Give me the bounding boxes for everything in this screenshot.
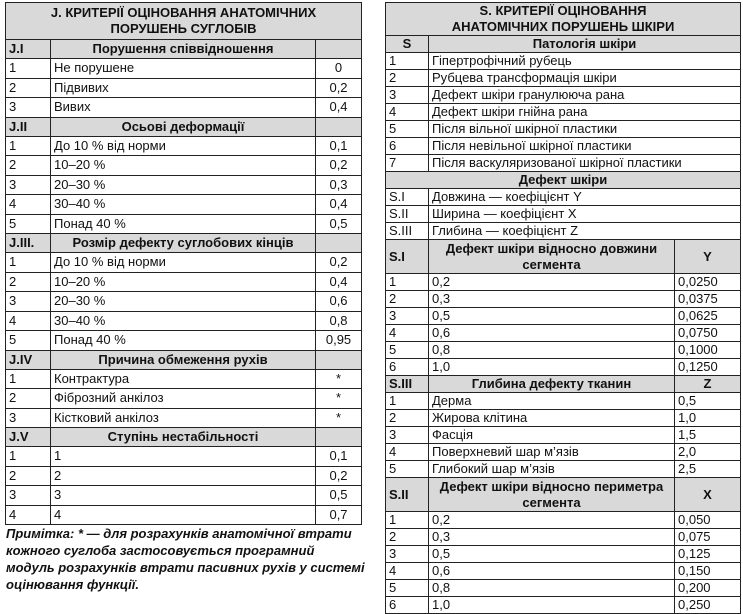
section-value-header [316,117,362,136]
row-number: 3 [6,486,51,506]
table-title: S. КРИТЕРІЇ ОЦІНОВАННЯ АНАТОМІЧНИХ ПОРУШЕНЬ ШКІРИ [386,3,741,36]
row-label: Гіпертрофічний рубець [429,53,741,70]
section-label: Дефект шкіри відносно периметра сегмента [429,478,675,512]
row-label: До 10 % від норми [51,136,316,156]
row-label: Фіброзний анкілоз [51,389,316,409]
row-number: 3 [6,292,51,312]
row-value: 0,125 [675,546,741,563]
row-number: 1 [6,447,51,467]
table-row [386,512,741,529]
row-number: 2 [6,78,51,98]
table-row [6,292,362,312]
table-row [386,546,741,563]
section-code: S.I [386,240,429,274]
row-label: Після невільної шкірної пластики [429,138,741,155]
table-row [386,461,741,478]
row-number: 1 [386,512,429,529]
row-label: Жирова клітина [429,410,675,427]
row-value: 2,5 [675,461,741,478]
row-label: 0,6 [429,563,675,580]
table-row [386,444,741,461]
section-label: Патологія шкіри [429,36,741,53]
section-value-header [316,350,362,369]
table-row [6,408,362,428]
row-label: 20–30 % [51,292,316,312]
row-number: 6 [386,359,429,376]
row-label: 0,6 [429,325,675,342]
table-row [386,104,741,121]
table-row [386,70,741,87]
section-header-row [6,40,362,59]
section-header-row [386,240,741,274]
row-number: 4 [386,325,429,342]
row-number: 2 [6,156,51,176]
row-label: Ширина — коефіцієнт X [429,206,741,223]
row-label: 0,3 [429,529,675,546]
table-row [6,505,362,525]
row-number: 4 [386,444,429,461]
table-row [386,393,741,410]
table-row [6,331,362,351]
table-row [386,308,741,325]
section-code: S.II [386,478,429,512]
row-number: 5 [386,342,429,359]
row-value: 0,150 [675,563,741,580]
table-row [386,155,741,172]
row-code: S.III [386,223,429,240]
row-label: Дефект шкіри гранулююча рана [429,87,741,104]
table-row [6,369,362,389]
row-number: 2 [386,410,429,427]
section-code: J.II [6,117,51,136]
row-label: 10–20 % [51,156,316,176]
row-number: 1 [386,393,429,410]
row-label: Не порушене [51,59,316,79]
row-number: 1 [386,53,429,70]
row-value: 2,0 [675,444,741,461]
row-number: 5 [6,214,51,234]
row-value: 0,2 [316,78,362,98]
row-label: Глибокий шар м’язів [429,461,675,478]
section-header-row [386,478,741,512]
table-row [386,121,741,138]
section-code: J.III. [6,234,51,253]
row-number: 4 [6,311,51,331]
joint-criteria-table [5,2,362,525]
row-label: Рубцева трансформація шкіри [429,70,741,87]
row-label: Після васкуляризованої шкірної пластики [429,155,741,172]
table-row [386,529,741,546]
row-value: 0,1250 [675,359,741,376]
section-value-header [316,428,362,447]
row-number: 5 [6,331,51,351]
row-value: 0,6 [316,292,362,312]
row-number: 3 [6,408,51,428]
row-label: 3 [51,486,316,506]
section-header-row [386,36,741,53]
section-value-header [316,234,362,253]
table-row [386,53,741,70]
row-value: 0,3 [316,175,362,195]
skin-criteria-table [385,2,741,614]
row-label: 1,0 [429,597,675,614]
section-label: Глибина дефекту тканин [429,376,675,393]
section-label: Осьові деформації [51,117,316,136]
row-value: 0,1 [316,136,362,156]
row-value: 0,0375 [675,291,741,308]
section-header-row [6,117,362,136]
row-number: 4 [6,505,51,525]
row-value: 0,0250 [675,274,741,291]
row-label: Дефект шкіри гнійна рана [429,104,741,121]
section-label: Причина обмеження рухів [51,350,316,369]
row-value: 0,200 [675,580,741,597]
row-label: 0,2 [429,274,675,291]
row-label: Контрактура [51,369,316,389]
table-row [386,223,741,240]
row-label: Дерма [429,393,675,410]
row-value: * [316,408,362,428]
section-value-header: Z [675,376,741,393]
table-row [6,272,362,292]
row-label: 4 [51,505,316,525]
table-row [386,325,741,342]
row-number: 7 [386,155,429,172]
section-header-row [386,172,741,189]
row-value: 0,8 [316,311,362,331]
row-number: 2 [386,70,429,87]
row-value: 0,250 [675,597,741,614]
section-value-header [316,40,362,59]
row-number: 5 [386,461,429,478]
section-header-row [6,234,362,253]
table-row [6,59,362,79]
row-label: 0,5 [429,546,675,563]
row-value: 0,7 [316,505,362,525]
row-number: 3 [386,308,429,325]
row-number: 2 [386,291,429,308]
row-value: 0,0750 [675,325,741,342]
row-label: Поверхневий шар м’язів [429,444,675,461]
row-value: 0,050 [675,512,741,529]
row-label: 0,8 [429,342,675,359]
table-row [6,466,362,486]
row-value: 0,1 [316,447,362,467]
row-number: 4 [386,104,429,121]
table-title-row [386,3,741,36]
row-number: 1 [6,253,51,273]
table-row [6,253,362,273]
row-label: Понад 40 % [51,331,316,351]
row-label: 0,2 [429,512,675,529]
row-number: 1 [6,136,51,156]
table-row [6,78,362,98]
row-code: S.II [386,206,429,223]
row-number: 6 [386,138,429,155]
row-number: 5 [386,580,429,597]
section-value-header: Y [675,240,741,274]
table-row [386,580,741,597]
row-number: 2 [386,529,429,546]
section-label: Дефект шкіри [386,172,741,189]
row-label: 1 [51,447,316,467]
section-header-row [6,350,362,369]
footnote: Примітка: * — для розрахунків анатомічної втрати кожного суглоба застосовується програмний модуль розрахунків втрати пасивних рухів у системі оцінювання функції. [6,526,365,592]
row-number: 3 [6,98,51,118]
table-row [386,359,741,376]
row-value: 0,5 [316,214,362,234]
row-label: Підвивих [51,78,316,98]
table-row [386,427,741,444]
row-label: Після вільної шкірної пластики [429,121,741,138]
row-label: 0,5 [429,308,675,325]
section-value-header: X [675,478,741,512]
table-title: J. КРИТЕРІЇ ОЦІНОВАННЯ АНАТОМІЧНИХ ПОРУШЕНЬ СУГЛОБІВ [6,3,362,40]
row-number: 4 [386,563,429,580]
row-label: Довжина — коефіцієнт Y [429,189,741,206]
row-label: Понад 40 % [51,214,316,234]
table-row [6,447,362,467]
row-label: 30–40 % [51,195,316,215]
row-value: 0,2 [316,156,362,176]
row-value: 0,95 [316,331,362,351]
row-label: 1,0 [429,359,675,376]
row-label: 20–30 % [51,175,316,195]
row-number: 3 [386,427,429,444]
row-value: 0,4 [316,98,362,118]
row-label: Кістковий анкілоз [51,408,316,428]
section-code: J.IV [6,350,51,369]
row-number: 1 [6,59,51,79]
table-row [6,136,362,156]
table-row [6,195,362,215]
table-row [6,214,362,234]
table-row [386,291,741,308]
table-row [386,410,741,427]
row-value: * [316,389,362,409]
row-value: 0 [316,59,362,79]
row-value: 0,1000 [675,342,741,359]
table-row [386,342,741,359]
row-value: * [316,369,362,389]
table-row [6,156,362,176]
row-label: Глибина — коефіцієнт Z [429,223,741,240]
row-number: 5 [386,121,429,138]
row-label: 0,8 [429,580,675,597]
table-row [6,486,362,506]
row-label: До 10 % від норми [51,253,316,273]
row-value: 0,5 [675,393,741,410]
section-label: Порушення співвідношення [51,40,316,59]
row-label: 0,3 [429,291,675,308]
table-row [386,189,741,206]
row-value: 0,4 [316,195,362,215]
table-row [6,389,362,409]
section-header-row [386,376,741,393]
row-label: 2 [51,466,316,486]
row-value: 0,0625 [675,308,741,325]
section-code: J.I [6,40,51,59]
section-code: S.III [386,376,429,393]
section-label: Ступінь нестабільності [51,428,316,447]
row-code: S.I [386,189,429,206]
row-number: 3 [386,87,429,104]
row-number: 2 [6,389,51,409]
table-row [386,87,741,104]
row-label: Вивих [51,98,316,118]
row-number: 4 [6,195,51,215]
row-number: 2 [6,272,51,292]
row-value: 0,075 [675,529,741,546]
table-row [386,138,741,155]
table-row [386,563,741,580]
row-value: 1,0 [675,410,741,427]
section-code: S [386,36,429,53]
table-title-row [6,3,362,40]
table-row [386,206,741,223]
row-number: 1 [386,274,429,291]
row-value: 0,4 [316,272,362,292]
row-label: 30–40 % [51,311,316,331]
table-row [6,175,362,195]
row-label: Фасція [429,427,675,444]
row-number: 3 [386,546,429,563]
table-row [6,311,362,331]
section-header-row [6,428,362,447]
row-value: 0,2 [316,253,362,273]
table-row [6,98,362,118]
table-row [386,597,741,614]
section-label: Дефект шкіри відносно довжини сегмента [429,240,675,274]
row-number: 1 [6,369,51,389]
row-value: 0,5 [316,486,362,506]
section-label: Розмір дефекту суглобових кінців [51,234,316,253]
section-code: J.V [6,428,51,447]
row-label: 10–20 % [51,272,316,292]
row-value: 0,2 [316,466,362,486]
table-row [386,274,741,291]
row-number: 2 [6,466,51,486]
row-number: 6 [386,597,429,614]
row-value: 1,5 [675,427,741,444]
row-number: 3 [6,175,51,195]
